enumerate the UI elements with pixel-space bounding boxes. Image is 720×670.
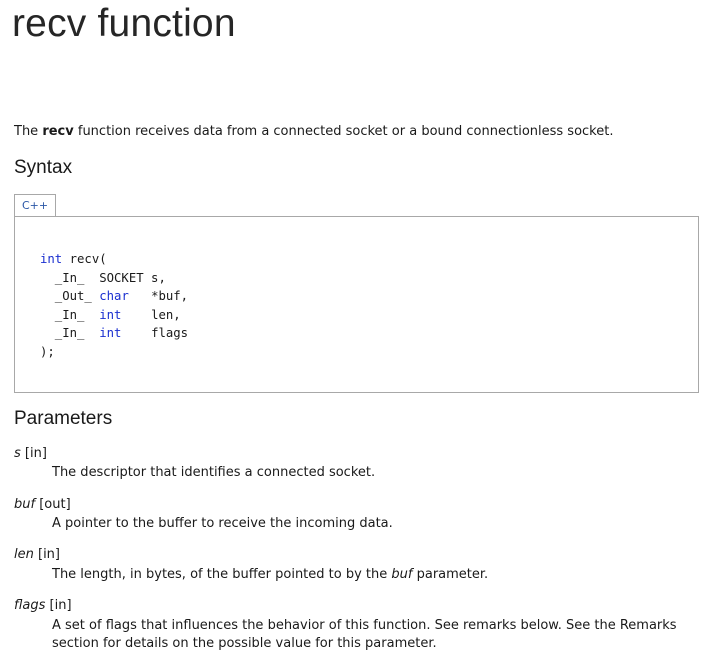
param-identifier: buf: [14, 497, 36, 512]
intro-function-name: recv: [42, 124, 74, 139]
param-name-flags: [14, 598, 72, 613]
param-direction: [in]: [20, 446, 47, 461]
param-direction: [out]: [35, 497, 71, 512]
param-description-text: The descriptor that identifies a connected socket.: [52, 465, 376, 480]
param-direction: [in]: [33, 547, 60, 562]
code-language-tab[interactable]: C++: [14, 194, 56, 216]
code-snippet: [40, 250, 188, 362]
param-reference: buf: [391, 567, 413, 582]
code-text: _In_: [40, 307, 100, 322]
parameters-heading: Parameters: [14, 408, 113, 429]
code-keyword: char: [99, 289, 129, 304]
code-text: len,: [121, 307, 181, 322]
param-description-text: A set of flags that influences the behavior of this function. See remarks below. See the Remarks section for details on the possible value for this parameter.: [52, 618, 677, 651]
param-identifier: len: [14, 547, 34, 562]
intro-prefix: The: [14, 124, 43, 139]
param-description-text: A pointer to the buffer to receive the incoming data.: [52, 516, 393, 531]
param-identifier: s: [14, 446, 21, 461]
page-title: recv function: [12, 2, 236, 45]
code-text: flags: [121, 326, 189, 341]
intro-suffix: function receives data from a connected socket or a bound connectionless socket.: [73, 124, 614, 139]
param-description-buf: [52, 515, 702, 533]
code-text: _Out_: [40, 289, 100, 304]
param-name-s: [14, 446, 47, 461]
code-keyword: int: [99, 326, 122, 341]
code-keyword: int: [40, 252, 63, 266]
code-keyword: int: [99, 307, 122, 322]
code-text: _In_: [40, 326, 100, 341]
param-description-s: [52, 464, 702, 482]
param-identifier: flags: [14, 598, 46, 613]
param-description-len: [52, 566, 702, 584]
param-name-buf: [14, 497, 71, 512]
code-text: );: [40, 344, 55, 359]
param-direction: [in]: [45, 598, 72, 613]
param-description-flags: [52, 617, 702, 653]
code-text: _In_ SOCKET s,: [40, 270, 166, 285]
param-name-len: [14, 547, 60, 562]
intro-paragraph: [14, 124, 613, 139]
code-text: recv(: [62, 252, 107, 266]
syntax-heading: Syntax: [14, 157, 73, 178]
param-description-text: parameter.: [412, 567, 489, 582]
param-description-text: The length, in bytes, of the buffer pointed to by the: [52, 567, 392, 582]
code-text: *buf,: [128, 289, 189, 304]
